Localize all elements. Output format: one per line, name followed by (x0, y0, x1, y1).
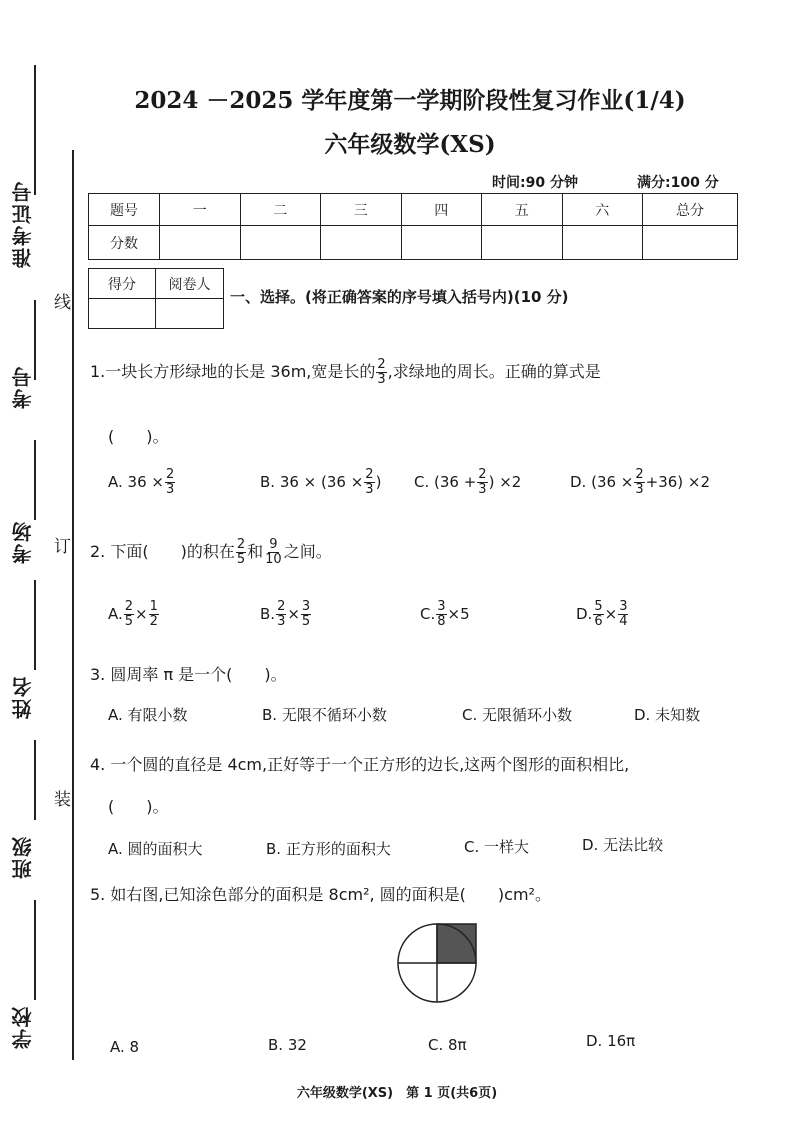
room-line (34, 440, 36, 520)
q2-option-c[interactable]: C. $\frac{3}{8}$ ×5 (420, 599, 470, 629)
q1-option-a[interactable]: A. 36 × $\frac{2}{3}$ (108, 467, 175, 497)
school-label: 学校 (11, 1005, 35, 1049)
q3-option-d[interactable]: D. 未知数 (634, 706, 701, 724)
question-5: 5. 如右图,已知涂色部分的面积是 8cm², 圆的面积是( )cm²。 (90, 885, 551, 904)
score-col-3: 三 (321, 194, 402, 226)
score-table-header-row (89, 194, 738, 226)
score-cell (321, 226, 402, 260)
score-col-6: 六 (562, 194, 643, 226)
score-table-value-row (89, 226, 738, 260)
page-subtitle: 六年级数学(XS) (324, 131, 496, 158)
binding-word-line: 线 (54, 293, 71, 313)
page-footer: 六年级数学(XS) 第 1 页(共6页) (296, 1086, 498, 1101)
q5-option-a[interactable]: A. 8 (110, 1038, 140, 1056)
q4-answer-paren: ( )。 (108, 797, 169, 816)
q5-option-c[interactable]: C. 8π (428, 1036, 467, 1054)
exam-id-label: 准考证号 (11, 180, 35, 268)
grader-box (88, 268, 224, 329)
class-label: 班级 (11, 835, 35, 879)
q1-text-a: 1.一块长方形绿地的长是 36m,宽是长的 (90, 362, 376, 381)
q1-fraction: $\frac{2}{3}$ (377, 357, 386, 387)
question-3: 3. 圆周率 π 是一个( )。 (90, 665, 287, 684)
score-table-label-2: 分数 (89, 226, 160, 260)
score-col-1: 一 (160, 194, 241, 226)
score-col-total: 总分 (643, 194, 738, 226)
school-line (34, 900, 36, 1000)
score-cell (562, 226, 643, 260)
full-score: 满分:100 分 (637, 175, 719, 191)
score-cell (401, 226, 482, 260)
score-table-label: 题号 (89, 194, 160, 226)
score-col-4: 四 (401, 194, 482, 226)
name-line (34, 580, 36, 670)
page-title: 2024 －2025 学年度第一学期阶段性复习作业(1/4) (134, 87, 686, 114)
question-2: 2. 下面( )的积在 $\frac{2}{5}$ 和 $\frac{9}{10}$ 之间。 (90, 537, 332, 567)
binding-divider (72, 150, 74, 1060)
q5-option-b[interactable]: B. 32 (268, 1036, 307, 1054)
score-cell (482, 226, 563, 260)
q2-option-b[interactable]: B. $\frac{2}{3}$ × $\frac{3}{5}$ (260, 599, 311, 629)
q1-text-b: ,求绿地的周长。正确的算式是 (387, 362, 601, 381)
q1-answer-paren: ( )。 (108, 427, 169, 446)
exam-time: 时间:90 分钟 (492, 175, 578, 191)
section-heading: 一、选择。(将正确答案的序号填入括号内)(10 分) (230, 288, 569, 306)
room-label: 考场 (11, 520, 35, 564)
name-label: 姓名 (11, 675, 35, 719)
q3-option-a[interactable]: A. 有限小数 (108, 706, 188, 724)
grader-name-cell (156, 299, 224, 329)
exam-id-line (34, 65, 36, 195)
q4-option-d[interactable]: D. 无法比较 (582, 836, 664, 854)
binding-word-zhuang: 装 (54, 790, 71, 810)
question-4: 4. 一个圆的直径是 4cm,正好等于一个正方形的边长,这两个图形的面积相比, (90, 755, 630, 774)
score-col-2: 二 (240, 194, 321, 226)
grader-name-label: 阅卷人 (156, 269, 224, 299)
q2-option-a[interactable]: A. $\frac{2}{5}$ × $\frac{1}{2}$ (108, 599, 158, 629)
binding-word-ding: 订 (54, 537, 71, 557)
q1-option-b[interactable]: B. 36 × (36 × $\frac{2}{3}$ ) (260, 467, 382, 497)
q4-option-c[interactable]: C. 一样大 (464, 838, 530, 856)
score-cell (643, 226, 738, 260)
score-cell (160, 226, 241, 260)
circle-figure (394, 920, 480, 1006)
grader-score-label: 得分 (89, 269, 156, 299)
score-table (88, 193, 738, 260)
seat-no-label: 考号 (11, 365, 35, 409)
q5-option-d[interactable]: D. 16π (586, 1032, 636, 1050)
grader-score-cell (89, 299, 156, 329)
q1-option-c[interactable]: C. (36 + $\frac{2}{3}$ ) ×2 (414, 467, 522, 497)
q4-option-a[interactable]: A. 圆的面积大 (108, 840, 203, 858)
q3-option-c[interactable]: C. 无限循环小数 (462, 706, 573, 724)
class-line (34, 740, 36, 820)
q1-option-d[interactable]: D. (36 × $\frac{2}{3}$ +36) ×2 (570, 467, 711, 497)
score-cell (240, 226, 321, 260)
q3-option-b[interactable]: B. 无限不循环小数 (262, 706, 387, 724)
question-1 (90, 358, 601, 387)
q2-option-d[interactable]: D. $\frac{5}{6}$ × $\frac{3}{4}$ (576, 599, 628, 629)
q4-option-b[interactable]: B. 正方形的面积大 (266, 840, 391, 858)
score-col-5: 五 (482, 194, 563, 226)
